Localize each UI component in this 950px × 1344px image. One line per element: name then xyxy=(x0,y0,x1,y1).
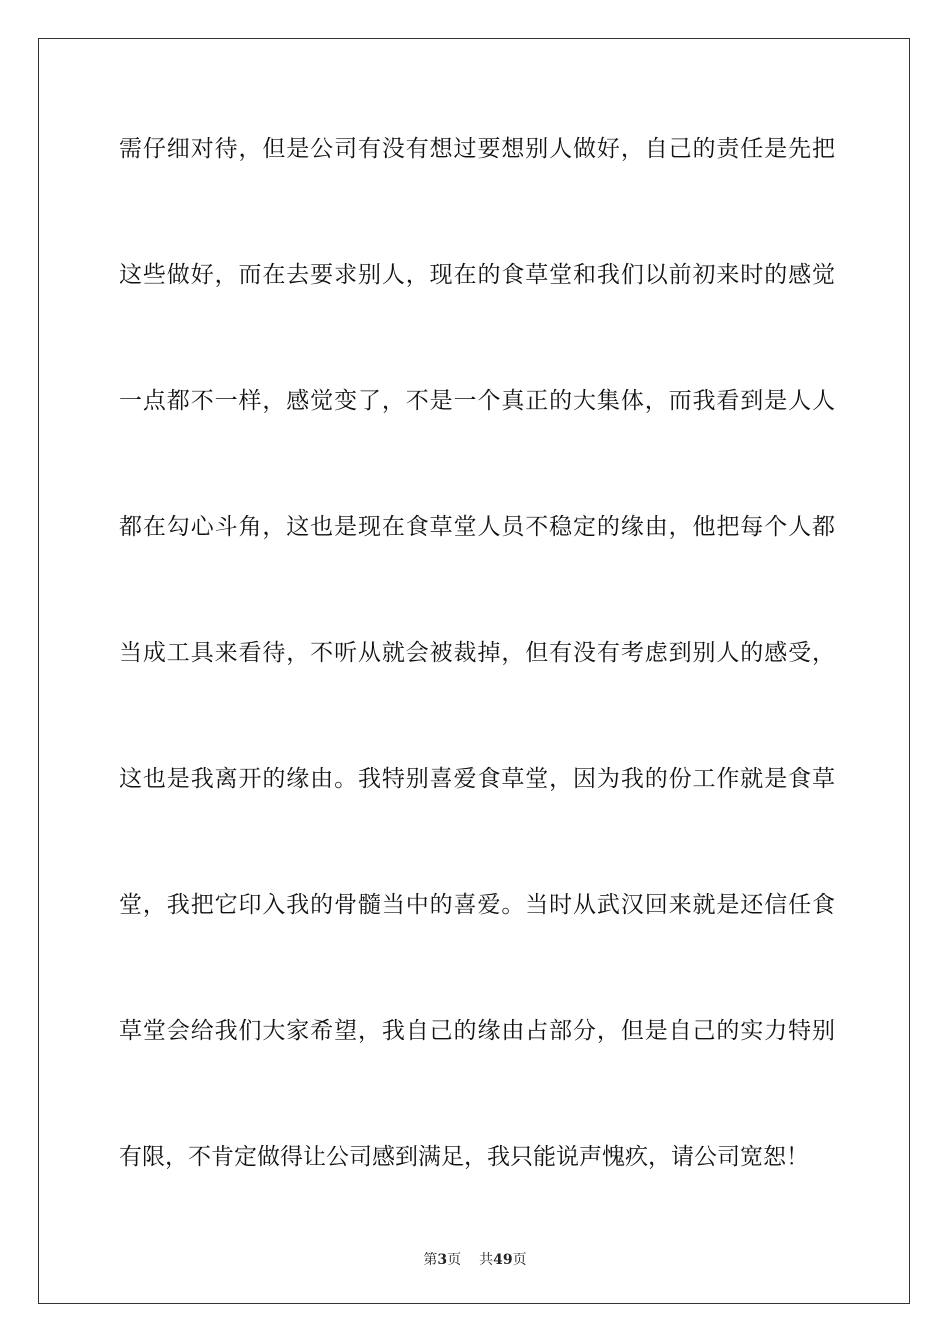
page-frame xyxy=(38,38,910,1304)
page-suffix: 页 xyxy=(447,1252,462,1268)
page-prefix: 第 xyxy=(423,1252,438,1268)
total-pages: 49 xyxy=(493,1252,513,1268)
text-line-8: 草堂会给我们大家希望，我自己的缘由占部分，但是自己的实力特别 xyxy=(119,1018,835,1044)
text-line-5: 当成工具来看待，不听从就会被裁掉，但有没有考虑到别人的感受， xyxy=(119,640,835,666)
text-line-9: 有限，不肯定做得让公司感到满足，我只能说声愧疚，请公司宽恕！ xyxy=(119,1144,809,1170)
text-line-4: 都在勾心斗角，这也是现在食草堂人员不稳定的缘由，他把每个人都 xyxy=(119,514,835,540)
text-line-6: 这也是我离开的缘由。我特别喜爱食草堂，因为我的份工作就是食草 xyxy=(119,766,835,792)
total-suffix: 页 xyxy=(512,1252,527,1268)
text-line-7: 堂，我把它印入我的骨髓当中的喜爱。当时从武汉回来就是还信任食 xyxy=(119,892,835,918)
page-number: 3 xyxy=(437,1252,448,1268)
total-prefix: 共 xyxy=(479,1252,494,1268)
page-footer xyxy=(39,1249,911,1269)
text-line-3: 一点都不一样，感觉变了，不是一个真正的大集体，而我看到是人人 xyxy=(119,388,835,414)
text-line-2: 这些做好，而在去要求别人，现在的食草堂和我们以前初来时的感觉 xyxy=(119,262,835,288)
text-line-1: 需仔细对待，但是公司有没有想过要想别人做好，自己的责任是先把 xyxy=(119,136,835,162)
